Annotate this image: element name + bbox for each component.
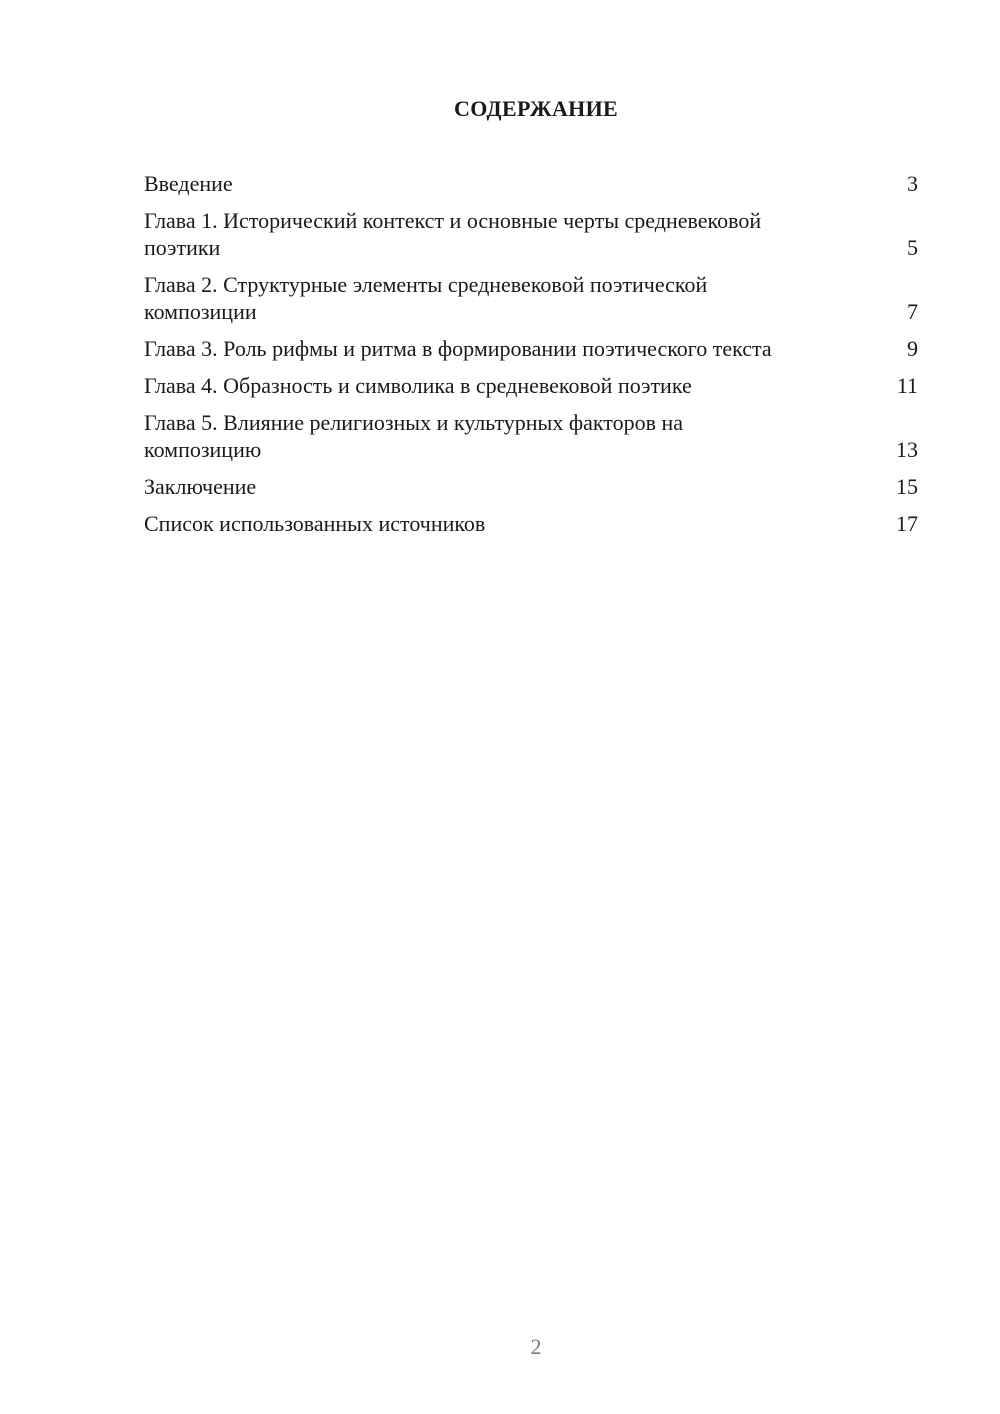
- toc-entry-title: Глава 1. Исторический контекст и основные черты средневековой поэтики: [144, 208, 762, 260]
- toc-entry-title: Заключение: [144, 474, 257, 499]
- toc-heading: СОДЕРЖАНИЕ: [454, 96, 618, 121]
- page-number: 2: [530, 1334, 542, 1359]
- toc-entry-page: 15: [896, 474, 918, 499]
- toc-entry: [144, 335, 918, 362]
- toc-entry-page: 3: [907, 171, 918, 196]
- toc-entry-title: Глава 3. Роль рифмы и ритма в формировании поэтического текста: [144, 336, 772, 361]
- toc-entry-page: 13: [896, 437, 918, 462]
- toc-entry: [144, 170, 918, 197]
- toc-entry-title: Введение: [144, 171, 233, 196]
- toc-entry-title: Глава 2. Структурные элементы средневековой поэтической композиции: [144, 272, 708, 324]
- toc-entry: [144, 271, 918, 325]
- toc-entry-title: Глава 5. Влияние религиозных и культурных факторов на композицию: [144, 410, 683, 462]
- toc-entry-page: 9: [907, 336, 918, 361]
- toc-entry-page: 11: [896, 373, 918, 398]
- toc-entry: [144, 372, 918, 399]
- toc-entry: [144, 510, 918, 537]
- toc-entry-page: 7: [907, 299, 918, 324]
- table-of-contents: [144, 170, 918, 547]
- toc-entry: [144, 409, 918, 463]
- toc-entry-page: 17: [896, 511, 918, 536]
- toc-entry-title: Глава 4. Образность и символика в средневековой поэтике: [144, 373, 692, 398]
- toc-entry-title: Список использованных источников: [144, 511, 486, 536]
- toc-entry-page: 5: [907, 235, 918, 260]
- toc-entry: [144, 207, 918, 261]
- toc-entry: [144, 473, 918, 500]
